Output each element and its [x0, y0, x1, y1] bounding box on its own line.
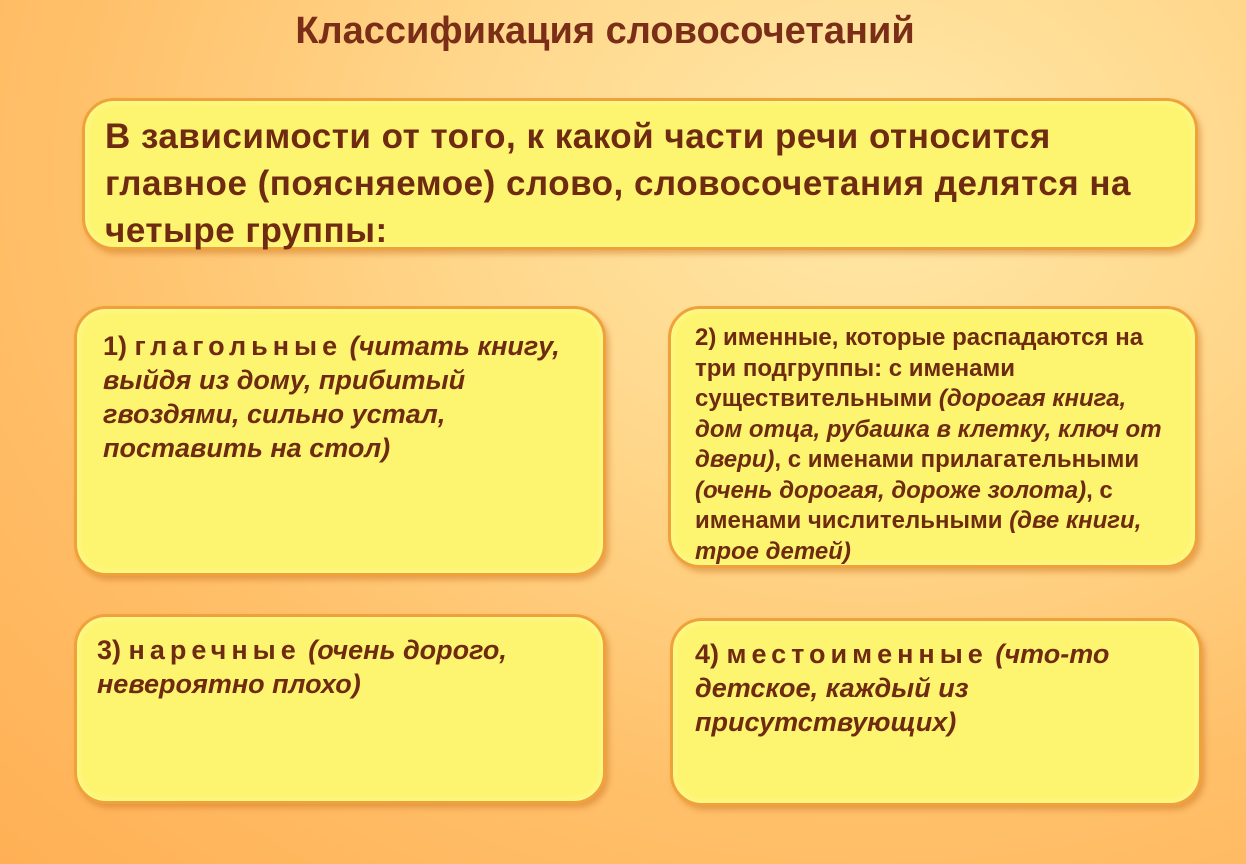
card-verbal — [74, 306, 606, 576]
intro-box — [82, 98, 1198, 250]
card-number: 3) — [97, 635, 129, 665]
card-segment: (очень дорогая, дороже золота) — [695, 476, 1087, 504]
card-segment: , с именами числительными — [695, 476, 1113, 534]
card-segment: (две книги, трое детей) — [695, 507, 1142, 565]
card-number: 4) — [695, 639, 727, 669]
card-examples: (что-то детское, каждый из присутствующих) — [695, 639, 1110, 737]
card-examples: (очень дорого, невероятно плохо) — [97, 635, 507, 699]
card-label: глагольные — [134, 331, 343, 361]
intro-text: В зависимости от того, к какой части речи относится главное (поясняемое) слово, словосочетания делятся на четыре группы: — [105, 117, 1131, 250]
card-segment: , с именами прилагательными — [774, 446, 1140, 473]
card-nominal — [668, 306, 1198, 568]
card-pronominal-text — [695, 637, 1179, 739]
card-verbal-text — [103, 329, 579, 465]
card-label: наречные — [128, 635, 301, 665]
card-adverbial-text — [97, 633, 583, 701]
page-title: Классификация словосочетаний — [295, 10, 915, 52]
card-segment: (дорогая книга, дом отца, рубашка в клетку, ключ от двери) — [695, 385, 1162, 473]
card-label: местоименные — [726, 639, 988, 669]
card-segment: 2) именные, которые распадаются на три подгруппы: с именами существительными — [695, 324, 1144, 412]
card-number: 1) — [103, 331, 135, 361]
card-adverbial — [74, 614, 606, 804]
card-nominal-text — [695, 323, 1177, 567]
card-pronominal — [670, 618, 1202, 806]
card-examples: (читать книгу, выйдя из дому, прибитый гвоздями, сильно устал, поставить на стол) — [103, 331, 560, 463]
